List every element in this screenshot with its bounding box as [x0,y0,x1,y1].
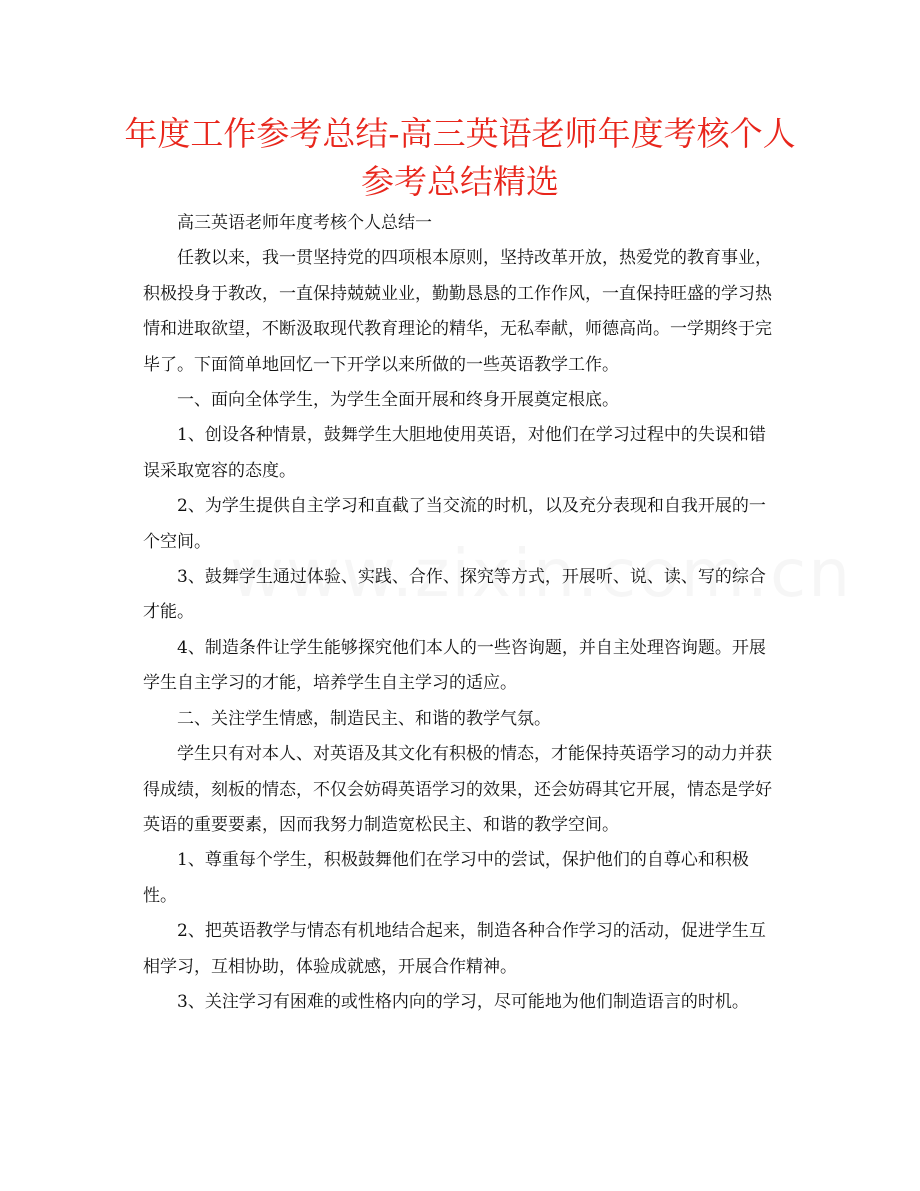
body-paragraph: 任教以来，我一贯坚持党的四项根本原则，坚持改革开放，热爱党的教育事业，积极投身于教改，一直保持兢兢业业，勤勤恳恳的工作作风，一直保持旺盛的学习热情和进取欲望，不断汲取现代教育理论的精华，无私奉献，师德高尚。一学期终于完毕了。下面简单地回忆一下开学以来所做的一些英语教学工作。 [143,248,772,375]
list-item: 1、尊重每个学生，积极鼓舞他们在学习中的尝试，保护他们的自尊心和积极性。 [143,850,749,906]
list-item: 4、制造条件让学生能够探究他们本人的一些咨询题，并自主处理咨询题。开展学生自主学习的才能，培养学生自主学习的适应。 [143,637,766,694]
list-item: 1、创设各种情景，鼓舞学生大胆地使用英语，对他们在学习过程中的失误和错误采取宽容的态度。 [143,425,766,481]
list-item: 2、为学生提供自主学习和直截了当交流的时机，以及充分表现和自我开展的一个空间。 [143,496,766,552]
list-item: 2、把英语教学与情态有机地结合起来，制造各种合作学习的活动，促进学生互相学习，互相协助，体验成就感，开展合作精神。 [143,921,766,977]
document-body [143,206,779,1020]
list-item: 3、鼓舞学生通过体验、实践、合作、探究等方式，开展听、说、读、写的综合才能。 [143,567,766,623]
body-paragraph: 学生只有对本人、对英语及其文化有积极的情态，才能保持英语学习的动力并获得成绩，刻板的情态，不仅会妨碍英语学习的效果，还会妨碍其它开展，情态是学好英语的重要要素，因而我努力制造宽松民主、和谐的教学空间。 [143,744,772,835]
section-heading: 二、关注学生情感，制造民主、和谐的教学气氛。 [177,708,551,729]
section-heading: 高三英语老师年度考核个人总结一 [177,213,432,233]
document-title: 年度工作参考总结-高三英语老师年度考核个人参考总结精选 [124,114,796,201]
list-item: 3、关注学习有困难的或性格内向的学习，尽可能地为他们制造语言的时机。 [177,991,749,1012]
section-heading: 一、面向全体学生，为学生全面开展和终身开展奠定根底。 [177,390,619,411]
